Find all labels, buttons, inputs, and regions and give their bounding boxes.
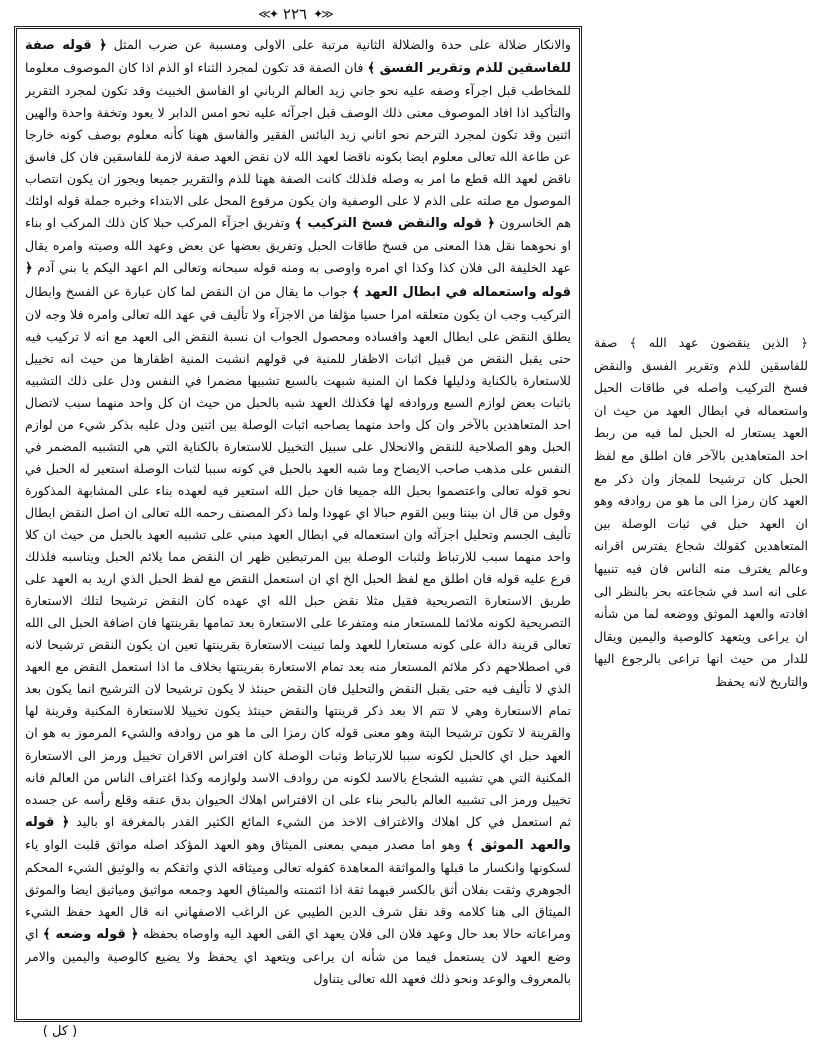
lemma-heading: ﴿ قوله وضعه ﴾ xyxy=(42,926,139,942)
header-ornament-left: ≪✦ xyxy=(258,7,277,21)
lemma-heading: ﴿ قوله والعهد الموثق ﴾ xyxy=(25,814,571,853)
main-text-frame xyxy=(14,26,582,1022)
main-commentary-text xyxy=(25,34,571,1014)
text-segment: وهو اما مصدر ميمي بمعنى الميثاق وهو العهد المؤكد اصله مواثق قلبت الواو ياء لسكونها وانكسار ما قبلها والمواثقة المعاهدة كقوله تعالى وميثاقه الذي واثقكم به والوثيق الشيء المحكم الجوهري وثقت بفلان أثق بالكسر فيهما ثقة اذا ائتمنته والميثاق العهد وجمعه مواثيق ومياثيق ايضا والموثق الميثاق الى هنا كلامه وقد نقل شرف الدين الطيبي عن الراغب الاصفهاني انه قال العهد حفظ الشيء ومراعاته حالا بعد حال وعهد فلان الى فلان يعهد اي القى العهد اليه واوصاه بحفظه xyxy=(25,836,571,941)
header-ornament-right: ✦≫ xyxy=(313,7,332,21)
lemma-heading: ﴿ قوله والنقض فسخ التركيب ﴾ xyxy=(294,216,495,232)
lemma-heading: ﴿ قوله واستعماله في ابطال العهد ﴾ xyxy=(25,261,571,300)
lemma-heading: ﴿ قوله صفة للفاسقين للذم وتقرير الفسق ﴾ xyxy=(25,38,571,77)
page-header xyxy=(230,4,360,24)
text-segment: وتفريق اجزآء المركب حبلا كان ذلك المركب او بناء او نحوهما نقل هذا المعنى من فسخ طاقات الحبل وتفريق بعضها عن بعض وعهد الله وصيته وامره يقال عهد الخليفة الى فلان كذا وكذا اي امره واوصى به ومنه قوله سبحانه وتعالى الم اعهد اليكم يا بني آدم xyxy=(25,215,571,276)
text-segment: اي وضع العهد لان يستعمل فيما من شأنه ان يراعى ويتعهد اي يحفظ ولا يضيع كالوصية واليمين والامر بالمعروف والوعد ونحو ذلك فعهد الله تعالى يتناول xyxy=(25,925,571,986)
main-paragraph xyxy=(25,34,571,990)
text-segment: جواب ما يقال من ان النقض لما كان عبارة عن الفسخ وابطال التركيب وجب ان يكون متعلقه امرا حسيا مؤلفا من الاجزآء ولا تأليف في عهد الله تعالى وامره فلا وجه لان يطلق النقض على ابطال العهد وافساده ومحصول الجواب ان نسبة النقض الى العهد مع انه لا تركيب فيه حتى يقبل النقض من قبيل اثبات الاظفار للمنية في قولهم انشبت المنية اظفارها من حيث انه تخييل للاستعارة بالكناية ودليلها فكما ان المنية شبهت بالسبع تشبيها مضمرا في النفس ودل على ذلك التشبيه باثبات بعض لوازم السبع وروادفه لها فكذلك العهد شبه بالحبل من حيث ان كل واحد منهما سبب لاتصال احد المتعاهدين بالآخر وان كل واحد منهما يصاحبه اثبات الوصلة بين اثنين ودل عليه بذكر شيء من لوازم الحبل وهو الصلاحية للنقض والانحلال على سبيل التخييل للاستعارة بالكناية التي هي التشبيه المضمر في النفس على مذهب صاحب الايضاح وما شبه العهد بالحبل في كونه سببا لثبات الوصلة استعير له الحبل في نحو قوله تعالى واعتصموا بحبل الله جميعا فان حبل الله استعير فيه لعهده بناء على المشابهة المذكورة وقول من قال ان بيننا وبين القوم حبالا اي عهودا ولما ذكر المصنف رحمه الله تعالى ان اصل النقض ابطال تأليف الجسم وتحليل اجزآئه وان استعماله في ابطال العهد مبني على تشبيه العهد بالحبل من حيث ان كلا واحد منهما سبب للارتباط ولثبات الوصلة بين المرتبطين ظهر ان النقض مما يلائم الحبل ويناسبه فلذلك فرع عليه قوله فان اطلق مع لفظ الحبل الخ اي ان استعمل النقض مع لفظ الحبل الذي اريد به العهد على طريق الاستعارة التصريحية فقيل مثلا نقض حبل الله اي عهده كان النقض ترشيحا لتلك الاستعارة التصريحية لكونه ملائما للمستعار منه ومتفرعا على الاستعارة بعد تمامها بقرينتها فان اضافة الحبل الى الله تعالى قرينة دالة على كونه مستعارا للعهد ولما تبينت الاستعارة بقرينتها تعين ان يكون النقض ترشيحا لانه في اصطلاحهم ذكر ملائم المستعار منه بعد تمام الاستعارة بقرينتها بخلاف ما اذا استعمل النقض مع العهد الذي لا تأليف فيه حتى يقبل النقض والتحليل فان النقض حينئذ لا يكون ترشيحا لان الترشيح انما يكون بعد تمام الاستعارة وهي لا تتم الا بعد ذكر قرينتها والنقض حينئذ يكون تخييلا للاستعارة المكنية وقرينة لها والقرينة لا تكون ترشيحا البتة وهو معنى قوله كان رمزا الى ما هو من روادفه والشيء المرموز به هو ان العهد حبل اي كالحبل لكونه سببا للارتباط وثبات الوصلة كان افتراس الاقران تخييل ورمز الى الاستعارة المكنية التي هي تشبيه الشجاع بالاسد لكونه من روادف الاسد ولوازمه وكذا اغتراف الناس من العالم فانه تخييل ورمز الى تشبيه العالم بالبحر بناء على ان الافتراس اهلاك الحيوان بدق عنقه وقلع رأسه عن جسده ثم استعمل في كل اهلاك والاغتراف الاخذ من الشيء المائع الكثير القدر بالمغرفة او باليد xyxy=(25,283,571,829)
marginal-base-text: ﴿ الذين ينقضون عهد الله ﴾ صفة للفاسقين للذم وتقرير الفسق والنقض فسخ التركيب واصله في طاقات الحبل واستعماله في ابطال العهد من حيث ان العهد يستعار له الحبل لما فيه من ربط احد المتعاهدين بالآخر فان اطلق مع لفظ الحبل كان ترشيحا للمجاز وان ذكر مع العهد كان رمزا الى ما هو من روادفه وهو ان العهد حبل في ثبات الوصلة بين المتعاهدين كقولك شجاع يفترس اقرانه وعالم يغترف منه الناس فان فيه تنبيها على انه اسد في شجاعته بحر بالنظر الى افادته والعهد الموثق ووضعه لما من شأنه ان يراعى ويتعهد كالوصية واليمين ويقال للدار من حيث انها تراعى بالرجوع اليها والتاريخ لانه يحفظ xyxy=(594,335,808,689)
signature-mark: ( كل ) xyxy=(42,1024,78,1039)
text-segment: فان الصفة قد تكون لمجرد الثناء او الذم اذا كان الموصوف معلوما للمخاطب قبل اجرآء وصفه عليه نحو جاني زيد العالم الرباني او الفاسق الخبيث وقد تكون لمجرد التقرير والتأكيد اذا افاد الموصوف معنى ذلك الوصف قبل اجرآئه عليه نحو امس الدابر لا يعود وتخفة واحدة والهين اثنين وقد تكون لمجرد الترحم نحو اتاني زيد البائس الفقير والفاسق ههنا كأنه معلوم بوصف كونه خارجا عن طاعة الله تعالى معلوم ايضا بكونه ناقضا لعهد الله لان نقض العهد صفة لازمة للفاسقين فان كل فاسق ناقض لعهد الله قطع ما امر به وصله فلذلك كانت الصفة ههنا للذم والتقرير جميعا ويجوز ان يكون انتصاب الموصول مع صلته على الذم لا على الوصفية وان يكون مرفوع المحل على الابتداء وخبره جملة قوله اولئك هم الخاسرون xyxy=(25,60,571,231)
text-segment: والانكار ضلالة على حدة والضلالة الثانية مرتبة على الاولى ومسببة عن ضرب المثل xyxy=(113,37,571,52)
page-number: ٢٢٦ xyxy=(282,5,308,23)
